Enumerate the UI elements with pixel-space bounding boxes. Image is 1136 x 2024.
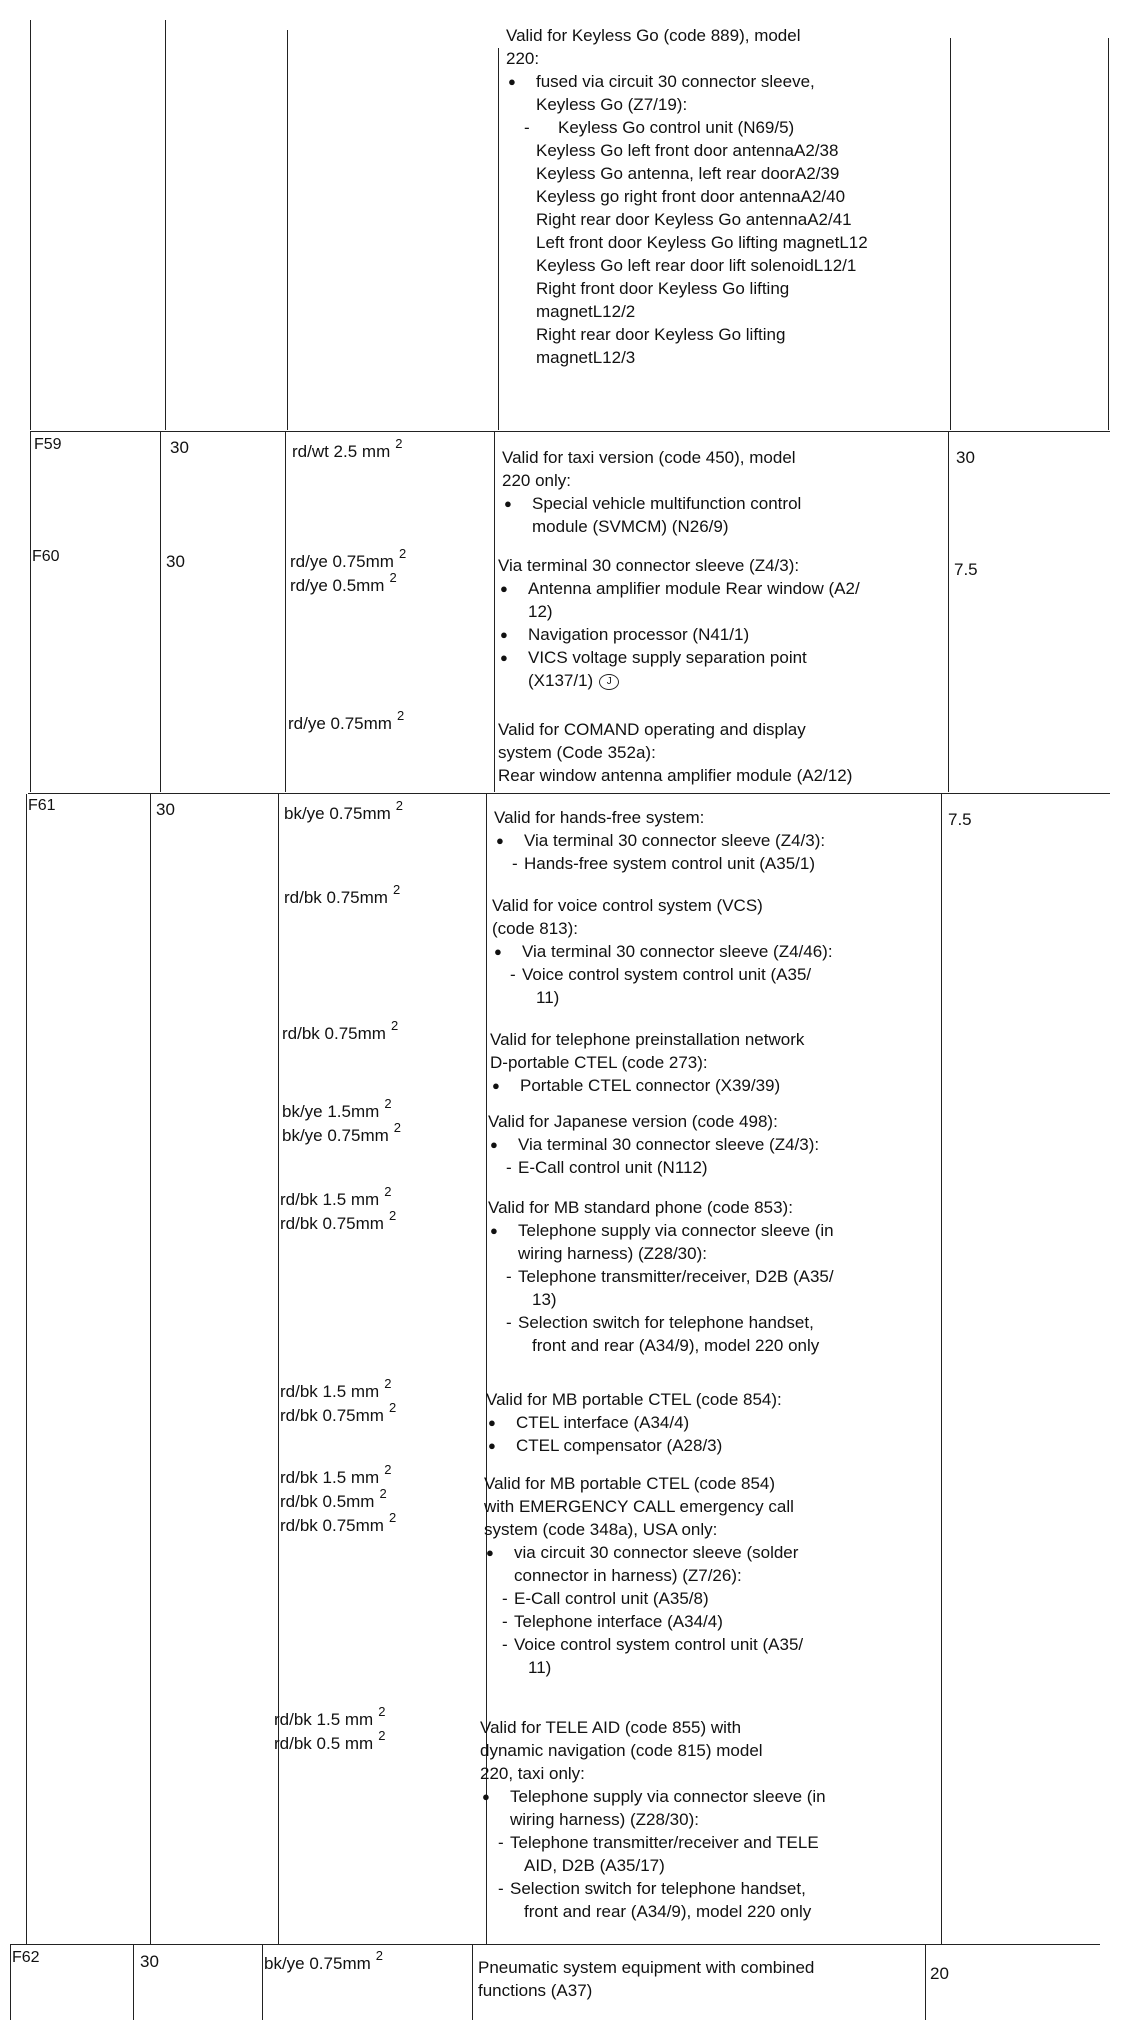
dash-item: - Hands-free system control unit (A35/1) — [494, 852, 825, 875]
text-line: connector in harness) (Z7/26): — [514, 1566, 742, 1585]
wire-label: rd/bk 1.5 mm $^2$ — [274, 1704, 386, 1729]
text-line: front and rear (A34/9), model 220 only — [532, 1336, 820, 1355]
column-divider — [472, 1945, 473, 2020]
fuse-number: F61 — [28, 797, 56, 814]
column-divider — [941, 794, 942, 1944]
dash-item: - Telephone transmitter/receiver and TELE — [480, 1831, 826, 1854]
text-line: 12) — [528, 602, 553, 621]
column-divider — [1108, 38, 1109, 430]
wire-spec — [264, 1948, 383, 1976]
wire-label: rd/bk 1.5 mm $^2$ — [280, 1462, 392, 1487]
wire-spec — [288, 708, 405, 736]
text-line: module (SVMCM) (N26/9) — [532, 517, 729, 536]
bullet-item: ● Antenna amplifier module Rear window (A2/ — [498, 577, 860, 600]
text-line: Valid for MB portable CTEL (code 854) — [484, 1474, 776, 1493]
f61-mb-portable-ctel — [486, 1388, 782, 1457]
text-line: Keyless go right front door antennaA2/40 — [536, 187, 846, 206]
dash-item: - Voice control system control unit (A35/ — [484, 1633, 803, 1656]
column-divider — [494, 432, 495, 792]
f61-ctel-preinstall — [490, 1028, 804, 1097]
wire-label: rd/bk 1.5 mm $^2$ — [280, 1184, 392, 1209]
text-line: Left front door Keyless Go lifting magnetL12 — [536, 233, 868, 252]
wire-label: bk/ye 0.75mm $^2$ — [264, 1948, 383, 1973]
text-line: 220, taxi only: — [480, 1764, 585, 1783]
wire-spec — [292, 436, 403, 464]
text-line: Valid for COMAND operating and display — [498, 720, 806, 739]
column-divider — [26, 794, 27, 1944]
bullet-item: ● Telephone supply via connector sleeve (in — [488, 1219, 834, 1242]
text-line: Keyless Go left rear door lift solenoidL12/1 — [536, 256, 857, 275]
text-line: 220: — [506, 49, 540, 68]
dash-item: - Selection switch for telephone handset, — [488, 1311, 834, 1334]
f59-description — [502, 446, 801, 538]
text-line: 13) — [532, 1290, 557, 1309]
f61-voice-control — [492, 894, 833, 1009]
text-line: magnetL12/3 — [536, 348, 636, 367]
terminal: 30 — [156, 800, 175, 819]
keyless-go-description — [506, 24, 868, 369]
wire-label: rd/ye 0.75mm $^2$ — [288, 708, 405, 733]
fuse-amps: 30 — [956, 448, 975, 467]
bullet-item: ● CTEL compensator (A28/3) — [486, 1434, 782, 1457]
text-line: Keyless Go (Z7/19): — [536, 95, 688, 114]
text-line: Via terminal 30 connector sleeve (Z4/3): — [498, 556, 800, 575]
wire-label: rd/bk 0.75mm $^2$ — [284, 882, 401, 907]
row-divider — [28, 793, 1110, 794]
dash-item: - Telephone interface (A34/4) — [484, 1610, 803, 1633]
bullet-item: ● Navigation processor (N41/1) — [498, 623, 860, 646]
row-divider — [10, 1944, 1100, 1945]
terminal: 30 — [166, 552, 185, 571]
column-divider — [278, 794, 279, 1944]
fuse-amps: 7.5 — [948, 810, 972, 829]
text-line: Valid for Keyless Go (code 889), model — [506, 26, 801, 45]
bullet-item: ● fused via circuit 30 connector sleeve, — [506, 70, 868, 93]
fuse-amps: 20 — [930, 1964, 949, 1983]
f62-description — [478, 1956, 814, 2002]
fuse-number: F60 — [32, 548, 60, 565]
text-line: with EMERGENCY CALL emergency call — [484, 1497, 794, 1516]
row-divider — [30, 431, 1110, 432]
wire-label: rd/bk 0.75mm $^2$ — [280, 1208, 397, 1233]
text-line: Right rear door Keyless Go antennaA2/41 — [536, 210, 852, 229]
dash-item: - Voice control system control unit (A35/ — [492, 963, 833, 986]
wire-spec — [280, 1184, 397, 1236]
wire-label: rd/bk 1.5 mm $^2$ — [280, 1376, 392, 1401]
wire-label: rd/bk 0.5 mm $^2$ — [274, 1728, 386, 1753]
wire-label: bk/ye 0.75mm $^2$ — [284, 798, 403, 823]
text-line: Valid for taxi version (code 450), model — [502, 448, 796, 467]
text-line: Right rear door Keyless Go lifting — [536, 325, 786, 344]
dash-item: - Selection switch for telephone handset, — [480, 1877, 826, 1900]
text-line: 11) — [528, 1658, 552, 1677]
wire-label: rd/ye 0.75mm $^2$ — [290, 546, 407, 571]
ground-point-icon: J — [599, 674, 619, 690]
dash-item: - Keyless Go control unit (N69/5) — [506, 116, 868, 139]
text-line: magnetL12/2 — [536, 302, 636, 321]
wire-label: rd/ye 0.5mm $^2$ — [290, 570, 397, 595]
text-line: (code 813): — [492, 919, 578, 938]
column-divider — [285, 432, 286, 792]
bullet-item: ● Via terminal 30 connector sleeve (Z4/3): — [494, 829, 825, 852]
wire-spec — [282, 1018, 399, 1046]
text-line: Rear window antenna amplifier module (A2/12) — [498, 766, 853, 785]
column-divider — [950, 38, 951, 430]
text-line: Pneumatic system equipment with combined — [478, 1958, 815, 1977]
text-line: system (code 348a), USA only: — [484, 1520, 718, 1539]
text-line: wiring harness) (Z28/30): — [518, 1244, 707, 1263]
column-divider — [948, 432, 949, 792]
bullet-item: ● Telephone supply via connector sleeve (in — [480, 1785, 826, 1808]
column-divider — [160, 432, 161, 792]
bullet-item: ● CTEL interface (A34/4) — [486, 1411, 782, 1434]
terminal: 30 — [140, 1952, 159, 1971]
dash-item: - E-Call control unit (A35/8) — [484, 1587, 803, 1610]
wire-label: bk/ye 0.75mm $^2$ — [282, 1120, 401, 1145]
text-line: Valid for MB portable CTEL (code 854): — [486, 1390, 782, 1409]
f61-hands-free — [494, 806, 825, 875]
wire-label: rd/bk 0.75mm $^2$ — [282, 1018, 399, 1043]
text-line: Valid for MB standard phone (code 853): — [488, 1198, 793, 1217]
text-line: Valid for telephone preinstallation network — [490, 1030, 805, 1049]
bullet-item: ● via circuit 30 connector sleeve (solder — [484, 1541, 803, 1564]
column-divider — [262, 1945, 263, 2020]
wire-spec — [290, 546, 407, 598]
wire-label: rd/bk 0.5mm $^2$ — [280, 1486, 387, 1511]
column-divider — [287, 30, 288, 430]
bullet-item: ● Portable CTEL connector (X39/39) — [490, 1074, 804, 1097]
text-line: dynamic navigation (code 815) model — [480, 1741, 763, 1760]
wire-label: bk/ye 1.5mm $^2$ — [282, 1096, 392, 1121]
text-line: Valid for voice control system (VCS) — [492, 896, 763, 915]
text-line: 220 only: — [502, 471, 571, 490]
text-line: front and rear (A34/9), model 220 only — [524, 1902, 812, 1921]
f61-mb-standard-phone — [488, 1196, 834, 1357]
f61-emergency-call — [484, 1472, 803, 1679]
column-divider — [10, 1945, 11, 2020]
wire-spec — [282, 1096, 401, 1148]
terminal: 30 — [170, 438, 189, 457]
wire-spec — [284, 882, 401, 910]
column-divider — [498, 48, 499, 430]
text-line: AID, D2B (A35/17) — [524, 1856, 665, 1875]
wire-spec — [284, 798, 403, 826]
wire-spec — [280, 1462, 397, 1538]
wire-label: rd/bk 0.75mm $^2$ — [280, 1510, 397, 1535]
text-line: wiring harness) (Z28/30): — [510, 1810, 699, 1829]
column-divider — [150, 794, 151, 1944]
text-line: Valid for Japanese version (code 498): — [488, 1112, 778, 1131]
text-line: Keyless Go antenna, left rear doorA2/39 — [536, 164, 840, 183]
dash-item: - Telephone transmitter/receiver, D2B (A35/ — [488, 1265, 834, 1288]
text-line: Keyless Go left front door antennaA2/38 — [536, 141, 839, 160]
fuse-amps: 7.5 — [954, 560, 978, 579]
column-divider — [165, 20, 166, 430]
text-line: Valid for hands-free system: — [494, 808, 705, 827]
bullet-item: ● Via terminal 30 connector sleeve (Z4/46): — [492, 940, 833, 963]
column-divider — [133, 1945, 134, 2020]
wire-label: rd/wt 2.5 mm $^2$ — [292, 436, 403, 461]
f61-tele-aid — [480, 1716, 826, 1923]
wire-spec — [280, 1376, 397, 1428]
bullet-item: ● Special vehicle multifunction control — [502, 492, 801, 515]
wire-label: rd/bk 0.75mm $^2$ — [280, 1400, 397, 1425]
text-line: D-portable CTEL (code 273): — [490, 1053, 708, 1072]
bullet-item: ● VICS voltage supply separation point — [498, 646, 860, 669]
column-divider — [30, 432, 31, 792]
text-line: 11) — [536, 988, 560, 1007]
f60-description-a — [498, 554, 860, 692]
text-line: functions (A37) — [478, 1981, 593, 2000]
text-line: Right front door Keyless Go lifting — [536, 279, 790, 298]
text-line: Valid for TELE AID (code 855) with — [480, 1718, 742, 1737]
wire-spec — [274, 1704, 386, 1756]
bullet-item: ● Via terminal 30 connector sleeve (Z4/3): — [488, 1133, 819, 1156]
text-line: system (Code 352a): — [498, 743, 656, 762]
dash-item: - E-Call control unit (N112) — [488, 1156, 819, 1179]
text-line: (X137/1) J — [498, 669, 860, 692]
fuse-number: F59 — [34, 436, 62, 453]
f60-description-b — [498, 718, 852, 787]
f61-japanese-version — [488, 1110, 819, 1179]
fuse-number: F62 — [12, 1949, 40, 1966]
column-divider — [30, 20, 31, 430]
column-divider — [925, 1945, 926, 2020]
